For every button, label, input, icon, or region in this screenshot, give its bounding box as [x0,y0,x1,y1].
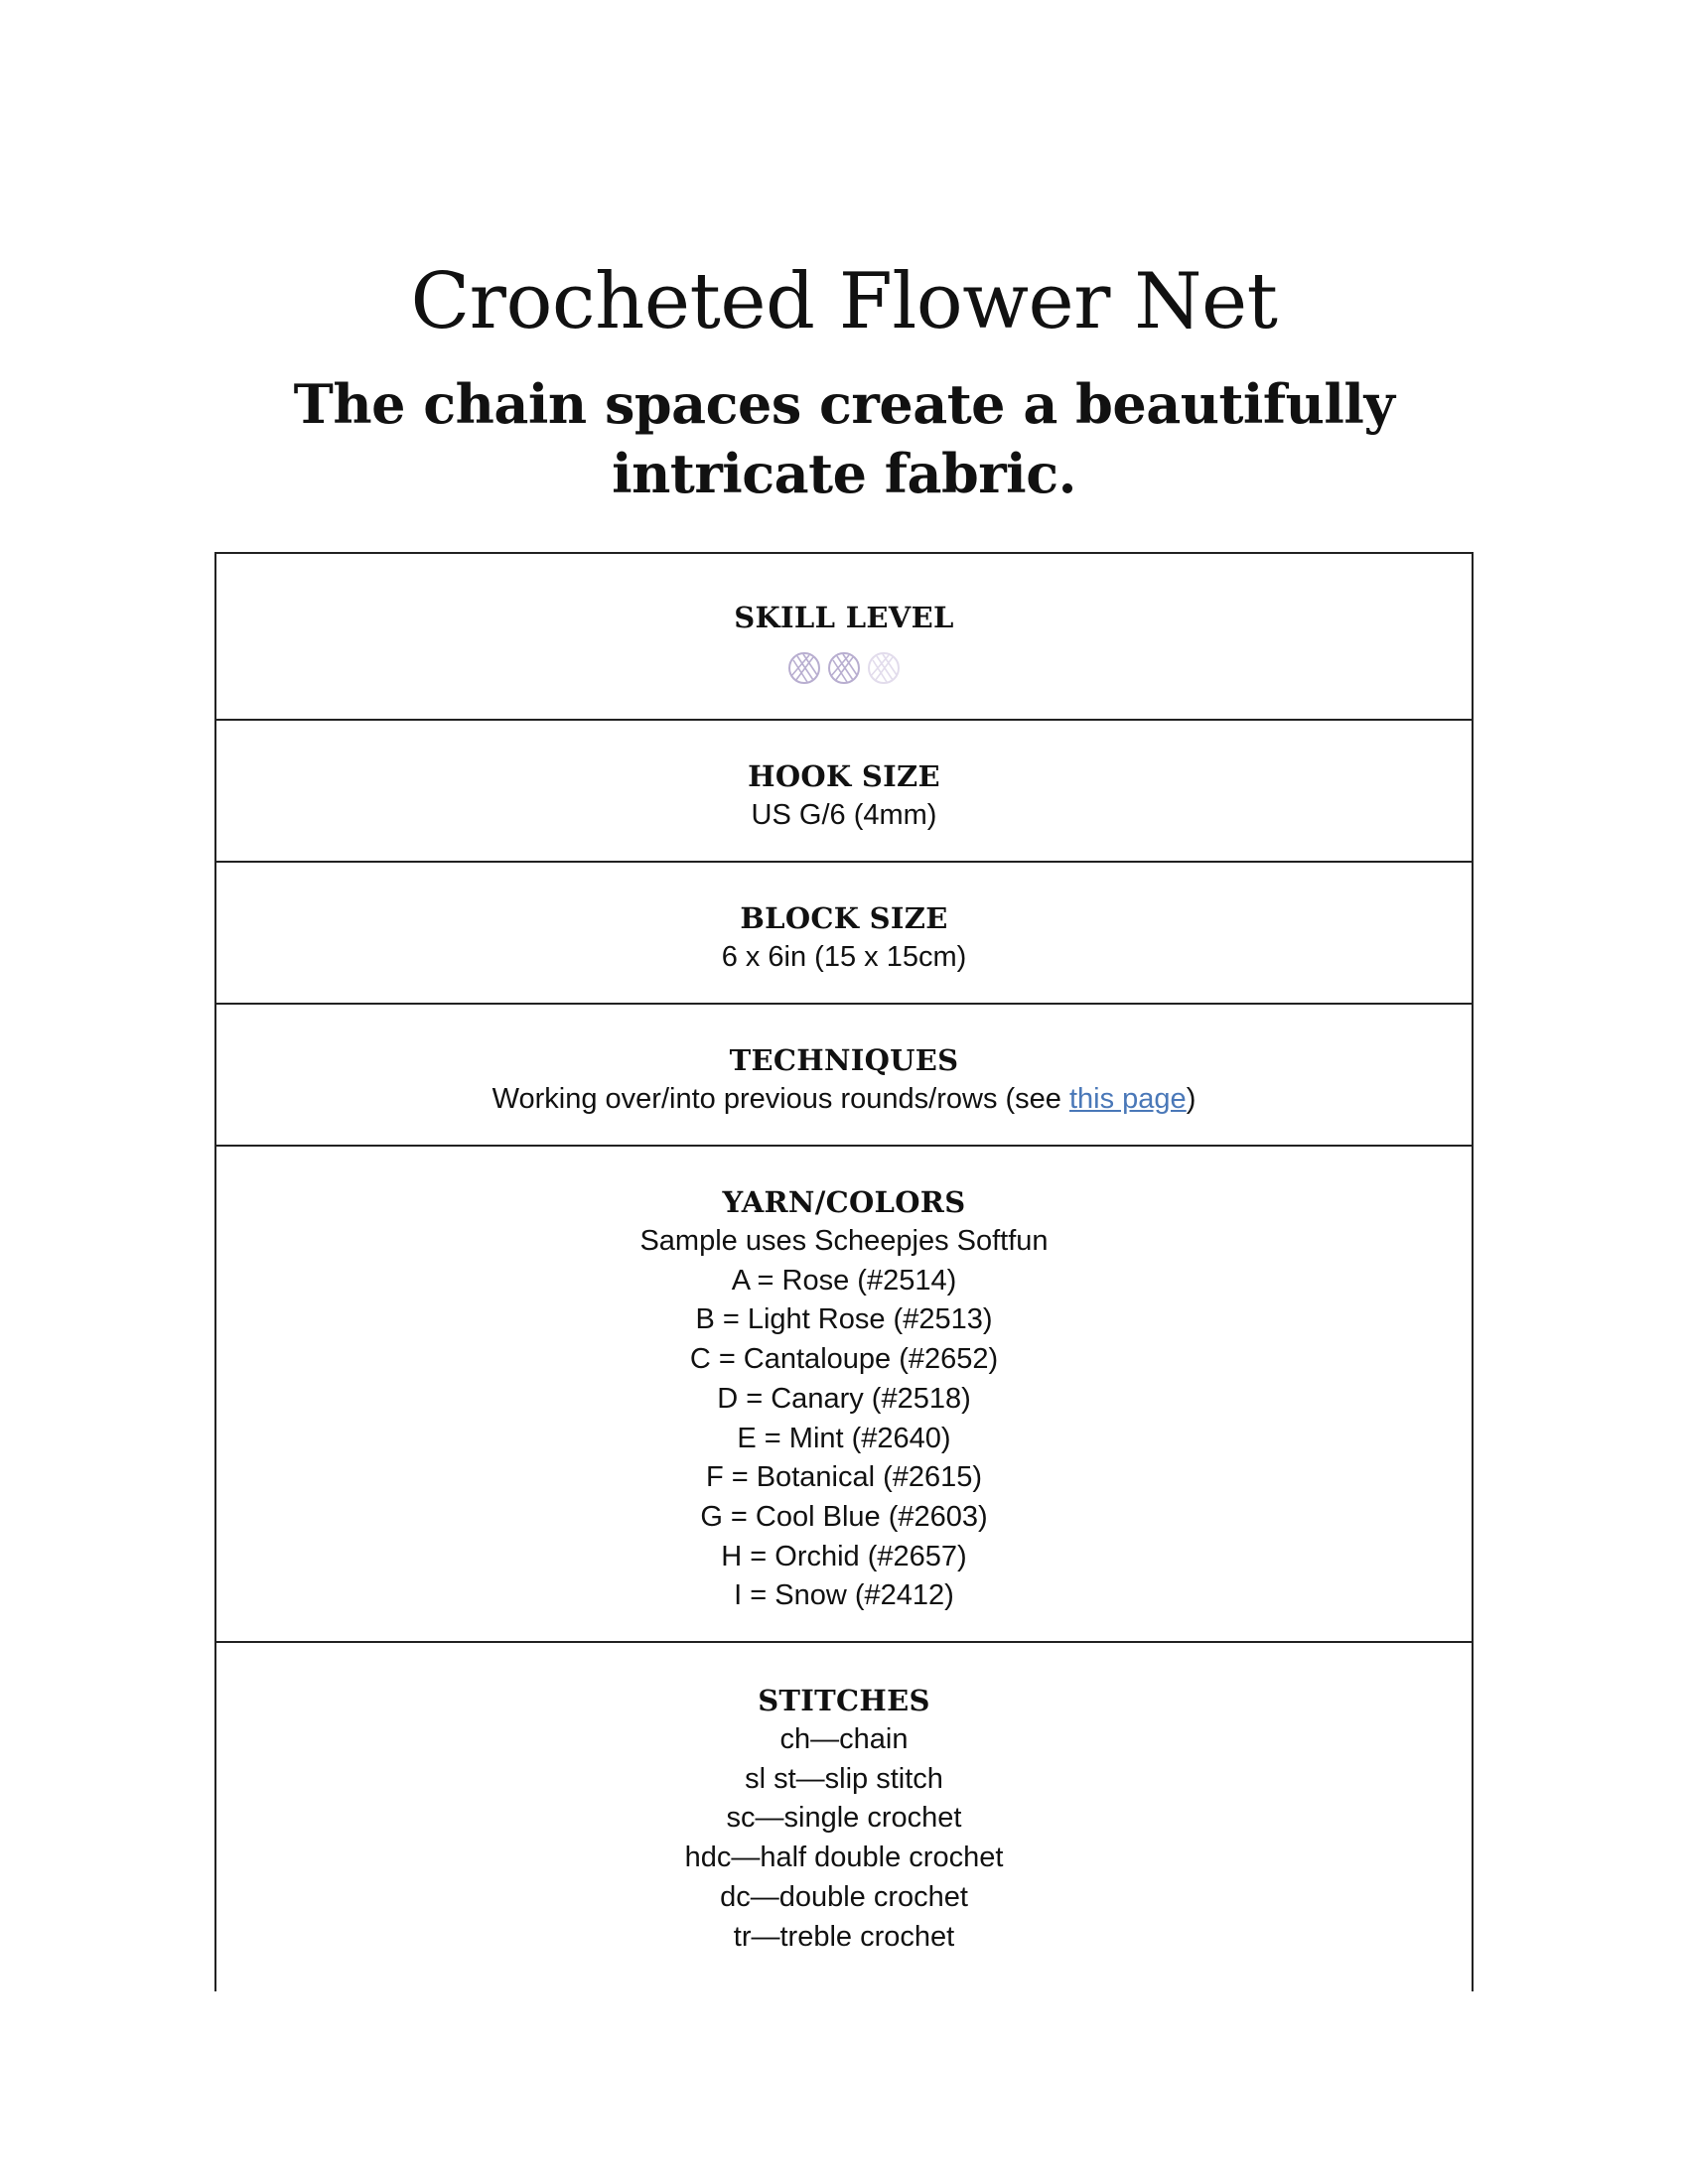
skill-level-rating [216,651,1472,685]
yarn-intro: Sample uses Scheepjes Softfun [639,1225,1049,1257]
page-subtitle: The chain spaces create a beautifully intricate fabric. [293,372,1395,505]
skill-level-row [216,554,1472,721]
techniques-text-after: ) [1186,1083,1196,1115]
stitch-item: sc—single crochet [726,1802,962,1835]
stitch-item: sl st—slip stitch [745,1762,943,1795]
yarn-color-item: B = Light Rose (#2513) [695,1303,993,1336]
yarn-colors-row [216,1145,1472,1643]
yarn-colors-heading: YARN/COLORS [722,1185,966,1219]
techniques-text [216,1080,1472,1120]
yarn-ball-icon-empty [867,651,901,685]
yarn-color-item: A = Rose (#2514) [731,1264,957,1297]
pattern-info-table [214,552,1474,1991]
techniques-heading: TECHNIQUES [729,1043,959,1077]
stitch-item: tr—treble crochet [733,1920,955,1953]
techniques-text-before: Working over/into previous rounds/rows (see [492,1083,1069,1115]
stitches-row [216,1641,1472,1998]
yarn-color-item: H = Orchid (#2657) [721,1540,967,1572]
block-size-heading: BLOCK SIZE [740,901,948,935]
this-page-link[interactable]: this page [1068,1083,1187,1115]
hook-size-heading: HOOK SIZE [748,759,940,793]
hook-size-value: US G/6 (4mm) [751,799,937,831]
page-title: Crocheted Flower Net [410,257,1278,346]
yarn-color-item: I = Snow (#2412) [734,1579,954,1612]
yarn-color-item: G = Cool Blue (#2603) [700,1500,988,1533]
stitches-heading: STITCHES [758,1684,930,1717]
yarn-color-item: C = Cantaloupe (#2652) [689,1343,999,1376]
stitch-item: hdc—half double crochet [684,1842,1004,1874]
stitch-item: ch—chain [779,1723,909,1755]
yarn-color-item: E = Mint (#2640) [737,1422,951,1454]
skill-level-heading: SKILL LEVEL [734,601,954,634]
yarn-ball-icon [787,651,821,685]
block-size-row [216,861,1472,1005]
block-size-value: 6 x 6in (15 x 15cm) [721,941,967,973]
techniques-row [216,1003,1472,1147]
yarn-color-item: F = Botanical (#2615) [705,1461,983,1494]
yarn-ball-icon [827,651,861,685]
hook-size-row [216,719,1472,863]
stitch-item: dc—double crochet [720,1880,968,1913]
yarn-color-item: D = Canary (#2518) [717,1382,971,1415]
